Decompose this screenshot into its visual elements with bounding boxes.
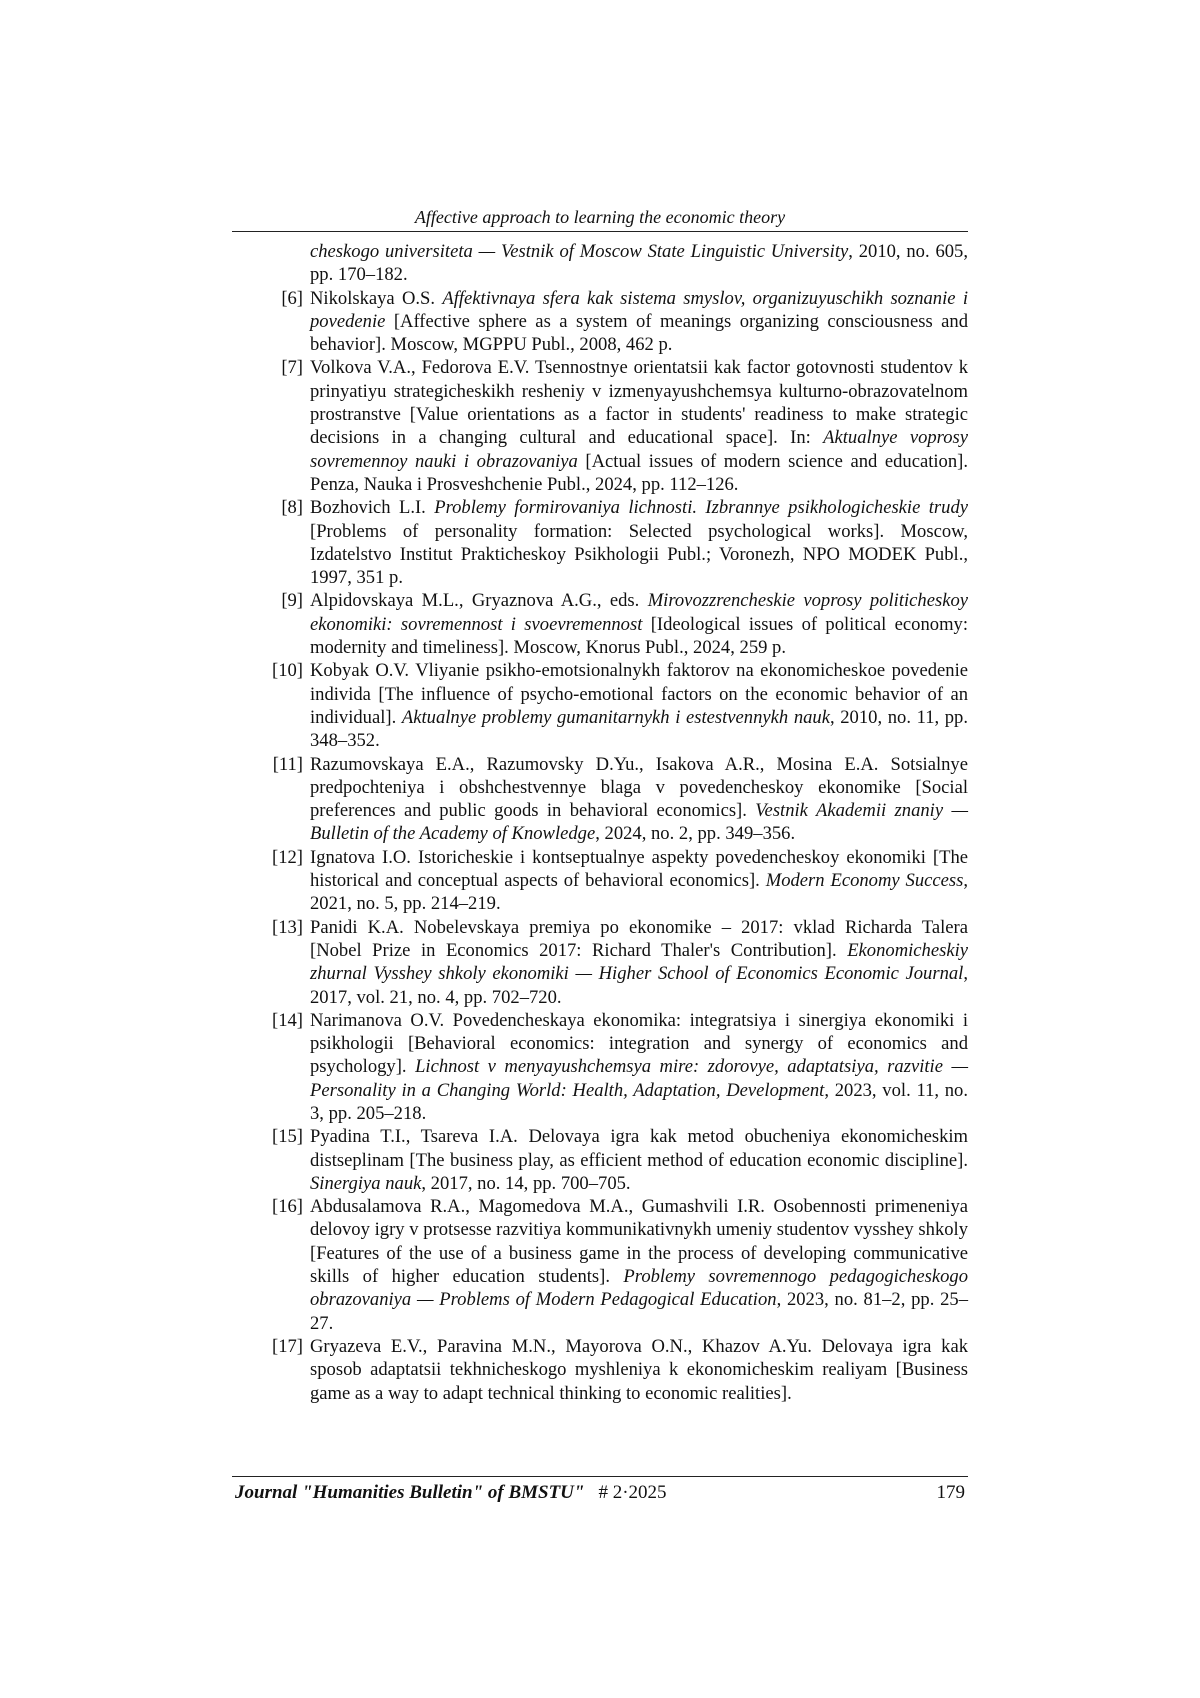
reference-number: [7] [281, 357, 303, 379]
reference-number: [14] [272, 1009, 303, 1031]
reference-text-segment: Gryazeva E.V., Paravina M.N., Mayorova O.N., Khazov A.Yu. Delovaya igra kak sposob adaptatsii tekhnicheskogo myshleniya k ekonomicheskim realiyam [Business game as a way to adapt technical thinking to economic realities]. [310, 1335, 968, 1404]
reference-title-italic: Sinergiya nauk [310, 1172, 422, 1194]
reference-text-segment: [Ideological issues of political economy: modernity and timeliness]. Moscow, Knorus Publ., 2024, 259 p. [310, 613, 968, 659]
reference-item [267, 1125, 968, 1195]
journal-name: Journal "Humanities Bulletin" of BMSTU" [235, 1482, 585, 1503]
reference-text-segment: , 2021, no. 5, pp. 214–219. [310, 870, 969, 915]
reference-text-segment: Volkova V.A., Fedorova E.V. Tsennostnye orientatsii kak factor gotovnosti studentov k prinyatiyu strategicheskikh resheniy v izmenyayushchemsya kulturno-obrazovatelnom prostranstve [Value orientations as a factor in students' readiness to make strategic decisions in a changing cultural and educational space]. In: [310, 357, 968, 449]
reference-text-segment: Kobyak O.V. Vliyanie psikho-emotsionalnykh faktorov na ekonomicheskoe povedenie individa [The influence of psycho-emotional factors on the economic behavior of an individual]. [310, 660, 968, 728]
reference-title-italic: Mirovozzrencheskie voprosy politicheskoy ekonomiki: sovremennost i svoevremennost [310, 590, 968, 635]
reference-title-italic: Modern Economy Success [765, 870, 964, 892]
reference-item [267, 240, 968, 287]
reference-text-segment: , 2017, vol. 21, no. 4, pp. 702–720. [310, 963, 968, 1008]
reference-number: [15] [272, 1126, 303, 1148]
reference-text [310, 1010, 968, 1124]
reference-text-segment: [Affective sphere as a system of meanings organizing consciousness and behavior]. Moscow, MGPPU Publ., 2008, 462 p. [310, 310, 968, 356]
reference-item [267, 1195, 968, 1335]
reference-item [267, 589, 968, 659]
reference-number: [16] [272, 1196, 303, 1218]
reference-title-italic: Lichnost v menyayushchemsya mire: zdorovye, adaptatsiya, razvitie — Personality in a Changing World: Health, Adaptation, Development [310, 1056, 968, 1101]
reference-title-italic: Ekonomicheskiy zhurnal Vysshey shkoly ekonomiki — Higher School of Economics Economic Journal [310, 939, 968, 985]
reference-list [267, 240, 968, 1405]
reference-number: [9] [281, 590, 303, 612]
reference-number: [8] [281, 497, 303, 519]
reference-text-segment: [Problems of personality formation: Selected psychological works]. Moscow, Izdatelstvo Institut Prakticheskoy Psikhologii Publ.; Voronezh, NPO MODEK Publ., 1997, 351 p. [310, 520, 968, 589]
reference-number: [6] [281, 287, 303, 309]
reference-title-italic: Affektivnaya sfera kak sistema smyslov, organizuyuschikh soznanie i povedenie [310, 287, 968, 332]
reference-title-italic: Aktualnye problemy gumanitarnykh i estestvennykh nauk [401, 706, 830, 728]
reference-item [267, 659, 968, 752]
reference-item [267, 1009, 968, 1125]
reference-number: [17] [272, 1335, 303, 1357]
reference-title-italic: Problemy sovremennogo pedagogicheskogo obrazovaniya — Problems of Modern Pedagogical Education [310, 1266, 968, 1311]
reference-text [310, 241, 968, 285]
reference-text [310, 917, 968, 1008]
running-head: Affective approach to learning the economic theory [414, 207, 786, 227]
reference-title-italic: cheskogo universiteta — Vestnik of Moscow State Linguistic University [310, 241, 849, 262]
reference-text-segment: , 2010, no. 605, pp. 170–182. [310, 241, 968, 286]
reference-text [310, 1126, 968, 1194]
issue-number: # 2·2025 [598, 1482, 667, 1503]
reference-text-segment: Narimanova O.V. Povedencheskaya ekonomika: integratsiya i sinergiya ekonomiki i psikhologii [Behavioral economics: integration and synergy of economics and psychology]. [310, 1009, 968, 1078]
reference-title-italic: Aktualnye voprosy sovremennoy nauki i obrazovaniya [310, 427, 969, 472]
reference-number: [13] [272, 916, 303, 938]
reference-item [267, 496, 968, 589]
reference-item [267, 846, 968, 916]
reference-text [310, 1196, 968, 1333]
reference-text [310, 497, 968, 588]
header-rule [232, 231, 968, 232]
reference-item [267, 1335, 968, 1405]
reference-text [310, 660, 968, 751]
reference-item [267, 753, 968, 846]
reference-text-segment: Pyadina T.I., Tsareva I.A. Delovaya igra kak metod obucheniya ekonomicheskim distseplinam [The business play, as efficient method of education economic discipline]. [310, 1126, 968, 1171]
reference-text [310, 590, 968, 658]
reference-text-segment: Panidi K.A. Nobelevskaya premiya po ekonomike – 2017: vklad Richarda Talera [Nobel Prize in Economics 2017: Richard Thaler's Contribution]. [310, 916, 968, 961]
reference-number: [12] [272, 846, 303, 868]
reference-text [310, 847, 968, 915]
reference-text-segment: Abdusalamova R.A., Magomedova M.A., Gumashvili I.R. Osobennosti primeneniya delovoy igry v protsesse razvitiya kommunikativnykh umeniy studentov vysshey shkoly [Features of the use of a business game in the process of developing communicative skills of higher education students]. [310, 1196, 968, 1288]
reference-number: [11] [272, 753, 303, 775]
reference-text-segment: , 2023, vol. 11, no. 3, pp. 205–218. [310, 1079, 969, 1124]
reference-text [310, 288, 968, 356]
page-number: 179 [936, 1482, 965, 1503]
reference-item [267, 356, 968, 496]
reference-text-segment: , 2017, no. 14, pp. 700–705. [421, 1172, 631, 1194]
page-footer [235, 1481, 965, 1505]
reference-text-segment: Alpidovskaya M.L., Gryaznova A.G., eds. [310, 590, 648, 612]
reference-text-segment: Razumovskaya E.A., Razumovsky D.Yu., Isakova A.R., Mosina E.A. Sotsialnye predpochteniya i obshchestvennye blaga v povedencheskoy ekonomike [Social preferences and public goods in behavioral economics]. [310, 753, 968, 822]
reference-text-segment: , 2010, no. 11, pp. 348–352. [310, 706, 969, 752]
reference-text-segment: , 2024, no. 2, pp. 349–356. [595, 823, 796, 845]
reference-text [310, 1336, 968, 1404]
reference-title-italic: Problemy formirovaniya lichnosti. Izbrannye psikhologicheskie trudy [434, 497, 969, 519]
reference-text [310, 754, 968, 845]
reference-text-segment: , 2023, no. 81–2, pp. 25–27. [310, 1289, 968, 1334]
footer-rule [232, 1476, 968, 1477]
reference-title-italic: Vestnik Akademii znaniy — Bulletin of the Academy of Knowledge [310, 800, 968, 845]
reference-text-segment: Bozhovich L.I. [310, 497, 435, 519]
reference-number: [10] [272, 660, 303, 682]
reference-text-segment: Ignatova I.O. Istoricheskie i kontseptualnye aspekty povedencheskoy ekonomiki [The historical and conceptual aspects of behavioral economics]. [310, 846, 968, 892]
reference-text-segment: Nikolskaya O.S. [310, 287, 443, 309]
reference-text [310, 357, 968, 494]
reference-item [267, 287, 968, 357]
reference-text-segment: [Actual issues of modern science and education]. Penza, Nauka i Prosveshchenie Publ., 2024, pp. 112–126. [310, 450, 968, 495]
reference-item [267, 916, 968, 1009]
